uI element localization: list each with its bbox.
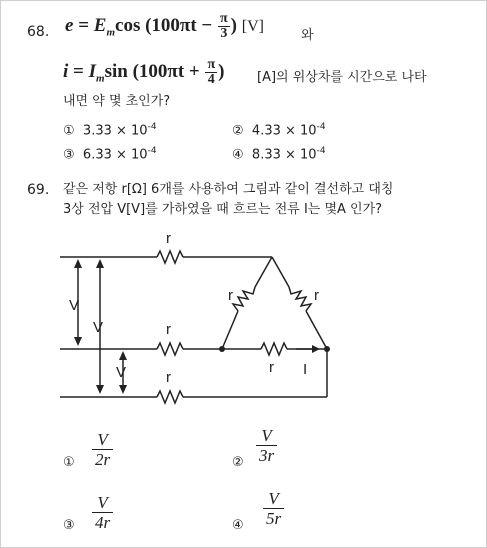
label-r-delta-right: r [314,287,319,304]
delta-right-wire-b [306,311,327,349]
label-r-delta-left: r [228,287,233,304]
voltage-arrowhead [119,351,127,360]
voltage-arrowhead [96,259,104,268]
q68-option-1[interactable]: ① $3.33 \times 10^{-4}$ [63,122,157,139]
junction-dot [219,346,225,352]
q68-option-2[interactable]: ② $4.33 \times 10^{-4}$ [232,122,326,139]
q69-option-4-fraction[interactable]: $\frac{V}{5r}$ [263,489,284,528]
resistor-middle [157,343,183,355]
q69-option-3-fraction[interactable]: $\frac{V}{4r}$ [92,493,113,532]
q69-number: 69. [27,182,50,198]
voltage-arrowhead [74,337,82,346]
label-v-left: V [69,297,80,314]
q69-stem-line-2: 3상 전압 V[V]를 가하였을 때 흐르는 전류 I는 몇A 인가? [63,202,383,217]
current-arrow-head [312,345,320,353]
label-current: I [303,361,308,378]
q69-stem-line-1: 같은 저항 r[Ω] 6개를 사용하여 그림과 같이 결선하고 대칭 [63,182,394,197]
q68-number: 68. [27,24,50,40]
resistor-delta-left [233,287,255,311]
resistor-delta-right [289,287,311,311]
label-r-delta-base: r [269,359,274,376]
resistor-top [157,251,183,263]
label-v-right: V [116,364,127,381]
q68-stem-tail-2: 내면 약 몇 초인가? [63,94,171,109]
q68-equation-current: $i = I_m\sin$ (100πt + $\frac{\pi}{4}$ ) [63,57,225,87]
q69-option-2-mark[interactable]: ② [232,455,244,470]
junction-dot [324,346,330,352]
q68-option-4[interactable]: ④ $8.33 \times 10^{-4}$ [232,146,326,163]
voltage-arrowhead [96,385,104,394]
label-r-bottom: r [166,369,171,386]
delta-left-wire-b [222,311,238,349]
voltage-arrowhead [119,385,127,394]
label-v-center: V [93,319,104,336]
q68-stem-tail-1: [A]의 위상차를 시간으로 나타 [257,70,427,85]
q69-option-2-fraction[interactable]: $\frac{V}{3r}$ [256,426,277,465]
q68-connector: 와 [301,28,314,43]
q69-option-1-fraction[interactable]: $\frac{V}{2r}$ [92,430,113,469]
q68-equation-voltage: $e = E_m\cos$ (100πt − $\frac{\pi}{3}$ ) [V] [65,11,264,41]
label-r-top: r [166,230,171,247]
q68-option-3[interactable]: ③ $6.33 \times 10^{-4}$ [63,146,157,163]
voltage-arrowhead [74,259,82,268]
q69-option-3-mark[interactable]: ③ [63,518,75,533]
label-r-middle: r [166,321,171,338]
q69-option-1-mark[interactable]: ① [63,455,75,470]
delta-right-wire-a [272,257,289,287]
q69-option-4-mark[interactable]: ④ [232,518,244,533]
resistor-bottom [157,391,183,403]
delta-left-wire-a [255,257,272,287]
resistor-delta-base [261,343,287,355]
